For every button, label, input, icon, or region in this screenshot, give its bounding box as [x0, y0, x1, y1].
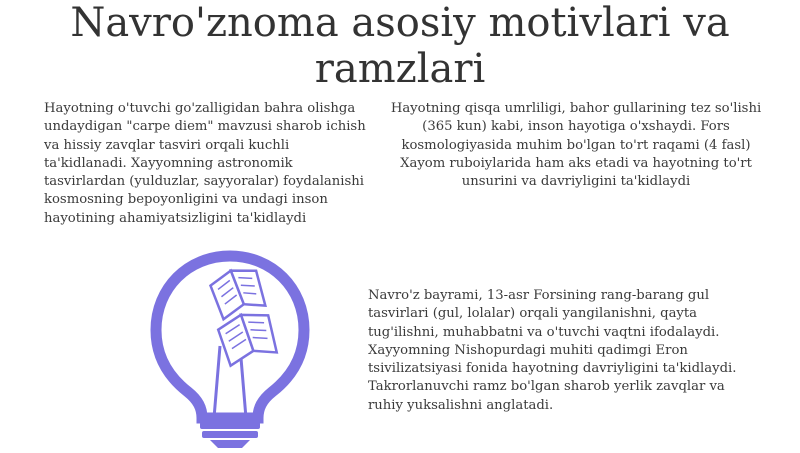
paragraph-navroz: Navro'z bayrami, 13-asr Forsining rang-barang gul tasvirlari (gul, lolalar) orqali yangilanishni, qayta tug'ilishni, muhabbatni va o'tuvchi vaqtni ifodalaydi. Xayyomning Nishopurdagi muhiti qadimgi Eron tsivilizatsiyasi fonida hayotning davriyligini ta'kidlaydi. Takrorlanuvchi ramz bo'lgan sharob yerlik zavqlar va ruhiy yuksalishni anglatadi. — [368, 288, 737, 413]
paragraph-spring-flowers: Hayotning qisqa umrliligi, bahor gullarining tez so'lishi (365 kun) kabi, inson hayotiga o'xshaydi. Fors kosmologiyasida muhim bo'lgan to'rt raqami (4 fasl) Xayom ruboiylarida ham aks etadi va hayotning to'rt unsurini va davriyligini ta'kidlaydi — [390, 101, 762, 190]
paragraph-carpe-diem: Hayotning o'tuvchi go'zalligidan bahra olishga undaydigan "carpe diem" mavzusi sharob ichish va hissiy zavqlar tasviri orqali kuchli ta'kidlanadi. Xayyomning astronomik tasvirlardan (yulduzlar, sayyoralar) foydalanishi kosmosning bepoyonligini va undagi inson hayotining ahamiyatsizligini ta'kidlaydi — [44, 101, 366, 226]
page-title: Navro'znoma asosiy motivlari va ramzlari — [70, 0, 730, 92]
lightbulb-with-book-icon — [150, 250, 310, 449]
